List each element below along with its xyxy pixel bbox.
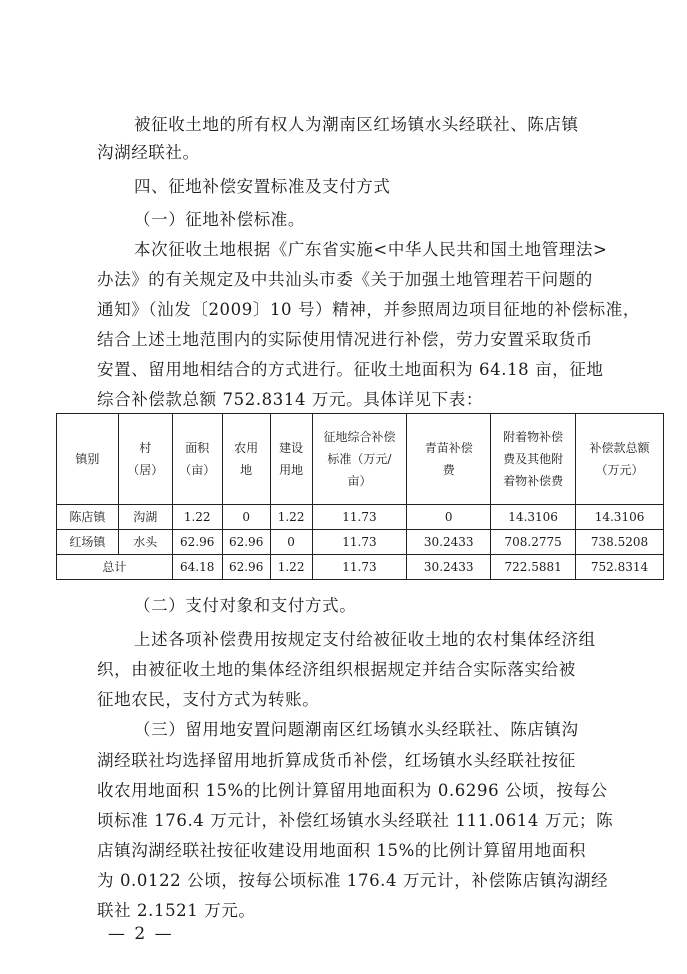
header-total: 补偿款总额 （万元） bbox=[576, 414, 664, 505]
cell-construction: 0 bbox=[270, 530, 312, 555]
paragraph-line: 联社 2.1521 万元。 bbox=[97, 901, 256, 920]
paragraph-line: 上述各项补偿费用按规定支付给被征收土地的农村集体经济组 bbox=[134, 630, 596, 649]
header-attachments: 附着物补偿 费及其他附 着物补偿费 bbox=[491, 414, 576, 505]
cell-farmland: 0 bbox=[222, 505, 270, 530]
paragraph-line: 综合补偿款总额 752.8314 万元。具体详见下表： bbox=[97, 390, 483, 409]
paragraph-line: 沟湖经联社。 bbox=[97, 143, 200, 162]
cell-area: 1.22 bbox=[172, 505, 222, 530]
page-number: — 2 — bbox=[108, 924, 174, 944]
header-construction: 建设 用地 bbox=[270, 414, 312, 505]
paragraph-line: 为 0.0122 公顷，按每公顷标准 176.4 万元计，补偿陈店镇沟湖经 bbox=[97, 871, 609, 890]
cell-crops: 30.2433 bbox=[407, 530, 491, 555]
table-header-row bbox=[57, 414, 664, 505]
subsection-heading: （二）支付对象和支付方式。 bbox=[134, 596, 357, 615]
paragraph-line: 结合上述土地范围内的实际使用情况进行补偿，劳力安置采取货币 bbox=[97, 330, 593, 349]
cell-village: 沟湖 bbox=[118, 505, 172, 530]
cell-construction: 1.22 bbox=[270, 555, 312, 580]
paragraph-line: 被征收土地的所有权人为潮南区红场镇水头经联社、陈店镇 bbox=[134, 115, 579, 134]
paragraph-line: 顷标准 176.4 万元计，补偿红场镇水头经联社 111.0614 万元；陈 bbox=[97, 811, 614, 830]
cell-farmland: 62.96 bbox=[222, 530, 270, 555]
cell-construction: 1.22 bbox=[270, 505, 312, 530]
paragraph-line: 湖经联社均选择留用地折算成货币补偿，红场镇水头经联社按征 bbox=[97, 751, 576, 770]
cell-town: 红场镇 bbox=[57, 530, 119, 555]
header-farmland: 农用 地 bbox=[222, 414, 270, 505]
cell-standard: 11.73 bbox=[312, 530, 407, 555]
cell-attachments: 722.5881 bbox=[491, 555, 576, 580]
paragraph-line: 安置、留用地相结合的方式进行。征收土地面积为 64.18 亩，征地 bbox=[97, 360, 604, 379]
header-area: 面积 （亩） bbox=[172, 414, 222, 505]
cell-farmland: 62.96 bbox=[222, 555, 270, 580]
cell-crops: 0 bbox=[407, 505, 491, 530]
paragraph-line: 本次征收土地根据《广东省实施<中华人民共和国土地管理法> bbox=[134, 240, 608, 259]
cell-total: 738.5208 bbox=[576, 530, 664, 555]
cell-total-label: 总计 bbox=[57, 555, 173, 580]
cell-standard: 11.73 bbox=[312, 505, 407, 530]
header-crops: 青苗补偿 费 bbox=[407, 414, 491, 505]
cell-area: 62.96 bbox=[172, 530, 222, 555]
paragraph-line: （三）留用地安置问题潮南区红场镇水头经联社、陈店镇沟 bbox=[134, 720, 579, 739]
table-total-row bbox=[57, 555, 664, 580]
subsection-heading: （一）征地补偿标准。 bbox=[134, 210, 305, 229]
table-row bbox=[57, 505, 664, 530]
paragraph-line: 织，由被征收土地的集体经济组织根据规定并结合实际落实给被 bbox=[97, 660, 576, 679]
header-town: 镇别 bbox=[57, 414, 119, 505]
paragraph-line: 店镇沟湖经联社按征收建设用地面积 15%的比例计算留用地面积 bbox=[97, 841, 586, 860]
table-row bbox=[57, 530, 664, 555]
paragraph-line: 办法》的有关规定及中共汕头市委《关于加强土地管理若干问题的 bbox=[97, 270, 593, 289]
cell-town: 陈店镇 bbox=[57, 505, 119, 530]
cell-total: 752.8314 bbox=[576, 555, 664, 580]
header-village: 村 （居） bbox=[118, 414, 172, 505]
cell-village: 水头 bbox=[118, 530, 172, 555]
section-heading: 四、征地补偿安置标准及支付方式 bbox=[134, 177, 391, 196]
cell-attachments: 14.3106 bbox=[491, 505, 576, 530]
cell-standard: 11.73 bbox=[312, 555, 407, 580]
cell-area: 64.18 bbox=[172, 555, 222, 580]
cell-crops: 30.2433 bbox=[407, 555, 491, 580]
header-standard: 征地综合补偿 标准（万元/ 亩） bbox=[312, 414, 407, 505]
paragraph-line: 收农用地面积 15%的比例计算留用地面积为 0.6296 公顷，按每公 bbox=[97, 781, 608, 800]
paragraph-line: 征地农民，支付方式为转账。 bbox=[97, 690, 320, 709]
compensation-table bbox=[56, 413, 664, 580]
cell-attachments: 708.2775 bbox=[491, 530, 576, 555]
paragraph-line: 通知》（汕发〔2009〕10 号）精神，并参照周边项目征地的补偿标准， bbox=[97, 300, 640, 319]
cell-total: 14.3106 bbox=[576, 505, 664, 530]
